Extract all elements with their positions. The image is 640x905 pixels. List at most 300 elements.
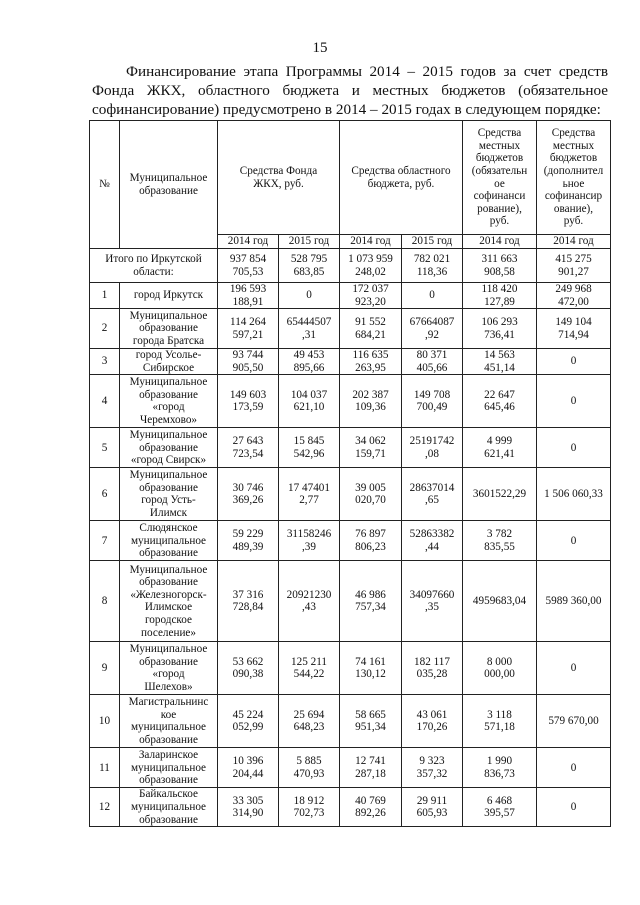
local-2014-value <box>463 788 537 827</box>
cell-line: Муниципальное <box>129 428 208 441</box>
cell-line: образование <box>139 733 198 746</box>
cell-line: 357,32 <box>416 767 448 780</box>
fund-2014-value <box>218 642 279 695</box>
cell-line: 127,89 <box>484 295 515 308</box>
cell-line: 3 782 <box>486 528 513 541</box>
cell-line: города Братска <box>132 334 205 347</box>
cell-line: Муниципальное <box>129 376 208 389</box>
cell-line: 74 161 <box>355 655 386 668</box>
year-regional-2015: 2015 год <box>402 235 463 249</box>
cell-line: 736,41 <box>484 328 515 341</box>
cell-line: 0 <box>570 441 577 454</box>
fund-2015-value <box>279 349 340 375</box>
cell-line: ,92 <box>425 328 439 341</box>
table-row <box>90 375 611 428</box>
cell-line: 170,26 <box>416 721 448 734</box>
cell-line: 25 694 <box>293 708 325 721</box>
cell-line: 0 <box>429 289 435 302</box>
cell-line: 91 552 <box>355 316 386 329</box>
cell-line: 287,18 <box>355 767 386 780</box>
intro-line-2: Фонда ЖКХ, областного бюджета и местных бюджетов (обязательное <box>92 82 608 99</box>
fund-2015-value <box>279 695 340 748</box>
cell-line: 1 073 959 <box>348 252 393 265</box>
cell-line: поселение» <box>140 626 196 639</box>
fund-2014-value <box>218 309 279 349</box>
cell-line: Средства <box>477 127 522 140</box>
local-2014-value <box>463 375 537 428</box>
extra-2014-value <box>537 788 611 827</box>
cell-line: 705,53 <box>232 265 264 278</box>
cell-line: 25191742 <box>409 435 455 448</box>
cell-line: 188,91 <box>232 295 264 308</box>
regional-2014-value <box>340 349 402 375</box>
cell-line: 34 062 <box>355 435 386 448</box>
header-regional <box>340 121 463 235</box>
cell-line: 405,66 <box>416 361 448 374</box>
local-2014-value <box>463 695 537 748</box>
cell-line: ЖКХ, руб. <box>253 177 304 190</box>
cell-line: 248,02 <box>355 265 386 278</box>
cell-line: 114 264 <box>230 316 266 329</box>
fund-2015-value <box>279 468 340 521</box>
cell-line: 116 635 <box>352 349 389 362</box>
cell-line: 34097660 <box>409 588 455 601</box>
local-2014-value <box>463 283 537 309</box>
cell-line: 605,93 <box>416 807 448 820</box>
cell-line: 1 990 <box>486 755 513 768</box>
local-2014-value <box>463 748 537 788</box>
cell-line: 28637014 <box>409 481 455 494</box>
cell-line: 10 396 <box>232 755 264 768</box>
municipality-name <box>120 349 218 375</box>
extra-2014-value <box>537 428 611 468</box>
cell-line: 528 795 <box>290 252 328 265</box>
cell-line: Муниципальное <box>129 563 208 576</box>
cell-line: ,65 <box>425 494 439 507</box>
cell-line: 31158246 <box>286 528 332 541</box>
cell-line: 314,90 <box>232 807 264 820</box>
intro-line-3: софинансирование) предусмотрено в 2014 – 2015 годах в следующем порядке: <box>92 101 601 118</box>
cell-line: ое <box>494 177 505 190</box>
fund-2014-value <box>218 468 279 521</box>
cell-line: 159,71 <box>355 447 386 460</box>
cell-line: образование <box>139 576 198 589</box>
cell-line: 27 643 <box>232 435 264 448</box>
municipality-name <box>120 695 218 748</box>
regional-2015-value <box>402 349 463 375</box>
cell-line: 621,10 <box>293 401 325 414</box>
fund-2015-value <box>279 283 340 309</box>
cell-line: 782 021 <box>413 252 451 265</box>
cell-line: 489,39 <box>232 540 264 553</box>
cell-line: 683,85 <box>293 265 325 278</box>
cell-line: 3601522,29 <box>472 488 527 501</box>
header-fund <box>218 121 340 235</box>
cell-line: 4959683,04 <box>472 595 527 608</box>
municipality-name <box>120 375 218 428</box>
cell-line: образование <box>139 774 198 787</box>
cell-line: Магистральнинс <box>128 696 209 709</box>
cell-line: 451,14 <box>484 361 515 374</box>
fund-2015-value <box>279 748 340 788</box>
row-number: 5 <box>90 428 120 468</box>
fund-2015-value <box>279 788 340 827</box>
cell-line: 5989 360,00 <box>545 595 602 608</box>
cell-line: 18 912 <box>293 794 325 807</box>
extra-2014-value <box>537 468 611 521</box>
regional-2015-value <box>402 428 463 468</box>
regional-2014-value <box>340 283 402 309</box>
page-number: 15 <box>312 40 328 56</box>
table-row <box>90 283 611 309</box>
cell-line: ,43 <box>302 601 316 614</box>
cell-line: местных <box>552 139 595 152</box>
cell-line: образование <box>139 481 198 494</box>
cell-line: 40 769 <box>355 794 386 807</box>
cell-line: 196 593 <box>229 283 267 295</box>
year-fund-2014: 2014 год <box>218 235 279 249</box>
row-number: 9 <box>90 642 120 695</box>
cell-line: Муниципальное <box>129 171 208 184</box>
cell-line: 249 968 <box>555 283 592 295</box>
total-regional-2014 <box>340 249 402 283</box>
fund-2014-value <box>218 349 279 375</box>
extra-2014-value <box>537 309 611 349</box>
extra-2014-value <box>537 349 611 375</box>
cell-line: (дополнител <box>543 164 604 177</box>
municipality-name <box>120 748 218 788</box>
cell-line: ,39 <box>302 540 316 553</box>
table-row <box>90 695 611 748</box>
cell-line: 757,34 <box>355 601 386 614</box>
cell-line: 59 229 <box>232 528 264 541</box>
cell-line: 892,26 <box>355 807 386 820</box>
cell-line: ,08 <box>425 447 439 460</box>
regional-2014-value <box>340 561 402 642</box>
regional-2014-value <box>340 642 402 695</box>
regional-2014-value <box>340 468 402 521</box>
cell-line: Муниципальное <box>129 309 208 322</box>
cell-line: 0 <box>570 534 577 547</box>
total-row <box>90 249 611 283</box>
year-local-2014: 2014 год <box>463 235 537 249</box>
extra-2014-value <box>537 521 611 561</box>
row-number: 1 <box>90 283 120 309</box>
cell-line: 835,55 <box>484 540 515 553</box>
cell-line: 702,73 <box>293 807 325 820</box>
cell-line: 0 <box>570 395 577 408</box>
cell-line: 2,77 <box>299 494 319 507</box>
cell-line: образование <box>139 322 198 335</box>
cell-line: образование <box>139 547 198 560</box>
row-number: 12 <box>90 788 120 827</box>
cell-line: ьное <box>562 177 585 190</box>
cell-line: 149 104 <box>555 316 592 329</box>
cell-line: 130,12 <box>355 668 386 681</box>
header-local-mandatory <box>463 121 537 235</box>
cell-line: 901,27 <box>558 265 589 278</box>
regional-2015-value <box>402 642 463 695</box>
extra-2014-value <box>537 748 611 788</box>
cell-line: кое <box>160 708 177 721</box>
regional-2015-value <box>402 561 463 642</box>
cell-line: 46 986 <box>355 588 386 601</box>
cell-line: 118 420 <box>481 283 518 295</box>
regional-2014-value <box>340 521 402 561</box>
table-row <box>90 642 611 695</box>
cell-line: софинансир <box>544 190 603 203</box>
year-regional-2014: 2014 год <box>340 235 402 249</box>
cell-line: 29 911 <box>416 794 448 807</box>
financing-table <box>89 120 611 827</box>
cell-line: 905,50 <box>232 361 264 374</box>
municipality-name <box>120 283 218 309</box>
regional-2015-value <box>402 309 463 349</box>
cell-line: 263,95 <box>355 361 386 374</box>
cell-line: 0 <box>570 355 577 368</box>
table-row <box>90 521 611 561</box>
cell-line: 908,58 <box>484 265 515 278</box>
cell-line: 395,57 <box>484 807 515 820</box>
cell-line: 895,66 <box>293 361 325 374</box>
cell-line: 76 897 <box>355 528 386 541</box>
fund-2014-value <box>218 788 279 827</box>
cell-line: 80 371 <box>416 349 448 362</box>
cell-line: 0 <box>570 662 577 675</box>
table-row <box>90 309 611 349</box>
cell-line: 39 005 <box>355 481 386 494</box>
cell-line: «город Свирск» <box>130 454 207 467</box>
cell-line: 118,36 <box>416 265 448 278</box>
table-row <box>90 748 611 788</box>
fund-2014-value <box>218 561 279 642</box>
cell-line: 173,59 <box>232 401 264 414</box>
cell-line: софинанси <box>473 190 526 203</box>
row-number: 2 <box>90 309 120 349</box>
cell-line: Черемхово» <box>139 413 198 426</box>
regional-2015-value <box>402 375 463 428</box>
cell-line: 648,23 <box>293 721 325 734</box>
cell-line: 3 118 <box>487 708 512 721</box>
cell-line: 15 845 <box>293 435 325 448</box>
cell-line: город Иркутск <box>133 289 204 302</box>
cell-line: 090,38 <box>232 668 264 681</box>
cell-line: Муниципальное <box>129 643 208 656</box>
cell-line: 544,22 <box>293 668 325 681</box>
cell-line: 470,93 <box>293 767 325 780</box>
cell-line: ование), <box>553 202 594 215</box>
cell-line: 53 662 <box>232 655 264 668</box>
cell-line: 472,00 <box>558 295 589 308</box>
cell-line: 579 670,00 <box>548 715 599 728</box>
extra-2014-value <box>537 283 611 309</box>
local-2014-value <box>463 468 537 521</box>
cell-line: 9 323 <box>419 755 445 768</box>
cell-line: 172 037 <box>352 283 389 295</box>
header-municipality <box>120 121 218 249</box>
table-row <box>90 428 611 468</box>
extra-2014-value <box>537 375 611 428</box>
cell-line: Илимск <box>149 506 188 519</box>
cell-line: 149 708 <box>413 388 451 401</box>
row-number: 4 <box>90 375 120 428</box>
cell-line: 43 061 <box>416 708 448 721</box>
cell-line: 22 647 <box>484 388 515 401</box>
cell-line: 202 387 <box>352 388 389 401</box>
cell-line: образование <box>139 388 198 401</box>
cell-line: городское <box>145 613 192 626</box>
cell-line: образование <box>139 813 198 826</box>
municipality-name <box>120 309 218 349</box>
cell-line: 0 <box>570 761 577 774</box>
row-number: 11 <box>90 748 120 788</box>
cell-line: 12 741 <box>355 755 386 768</box>
total-regional-2015 <box>402 249 463 283</box>
cell-line: 30 746 <box>232 481 264 494</box>
cell-line: 000,00 <box>484 668 515 681</box>
extra-2014-value <box>537 695 611 748</box>
table-row <box>90 349 611 375</box>
cell-line: области: <box>133 265 174 278</box>
local-2014-value <box>463 309 537 349</box>
cell-line: 106 293 <box>481 316 518 329</box>
fund-2015-value <box>279 642 340 695</box>
cell-line: бюджета, руб. <box>367 177 435 190</box>
municipality-name <box>120 788 218 827</box>
local-2014-value <box>463 561 537 642</box>
cell-line: 415 275 <box>555 252 592 265</box>
total-fund-2015 <box>279 249 340 283</box>
regional-2015-value <box>402 521 463 561</box>
cell-line: 923,20 <box>355 295 386 308</box>
row-number: 3 <box>90 349 120 375</box>
cell-line: Байкальское <box>139 788 198 801</box>
regional-2015-value <box>402 695 463 748</box>
year-fund-2015: 2015 год <box>279 235 340 249</box>
municipality-name <box>120 428 218 468</box>
local-2014-value <box>463 521 537 561</box>
local-2014-value <box>463 642 537 695</box>
cell-line: 204,44 <box>232 767 264 780</box>
cell-line: Средства областного <box>351 164 451 177</box>
municipality-name <box>120 642 218 695</box>
cell-line: муниципальное <box>130 721 207 734</box>
cell-line: Илимское <box>144 601 193 614</box>
cell-line: «город <box>152 668 185 681</box>
local-2014-value <box>463 349 537 375</box>
cell-line: 20921230 <box>286 588 332 601</box>
cell-line: 125 211 <box>291 655 327 668</box>
table-row <box>90 561 611 642</box>
cell-line: «город <box>152 401 185 414</box>
cell-line: ,31 <box>302 328 316 341</box>
cell-line: 149 603 <box>229 388 267 401</box>
municipality-name <box>120 468 218 521</box>
table-row <box>90 788 611 827</box>
local-2014-value <box>463 428 537 468</box>
cell-line: 723,54 <box>232 447 264 460</box>
cell-line: муниципальное <box>130 534 207 547</box>
cell-line: 109,36 <box>355 401 386 414</box>
cell-line: образование <box>139 184 198 197</box>
total-label <box>90 249 218 283</box>
cell-line: муниципальное <box>130 801 207 814</box>
fund-2015-value <box>279 561 340 642</box>
regional-2015-value <box>402 748 463 788</box>
cell-line: Итого по Иркутской <box>105 252 202 265</box>
cell-line: 052,99 <box>232 721 264 734</box>
cell-line: 52863382 <box>409 528 455 541</box>
fund-2014-value <box>218 283 279 309</box>
fund-2015-value <box>279 309 340 349</box>
year-extra-2014: 2014 год <box>537 235 611 249</box>
cell-line: муниципальное <box>130 761 207 774</box>
cell-line: 4 999 <box>486 435 513 448</box>
cell-line: 49 453 <box>293 349 325 362</box>
cell-line: Муниципальное <box>129 469 208 482</box>
extra-2014-value <box>537 561 611 642</box>
cell-line: Заларинское <box>138 748 199 761</box>
cell-line: руб. <box>489 215 510 228</box>
header-local-extra <box>537 121 611 235</box>
cell-line: город Усть- <box>141 494 196 507</box>
cell-line: 714,94 <box>558 328 589 341</box>
header-row <box>90 121 611 235</box>
cell-line: 035,28 <box>416 668 448 681</box>
cell-line: рование), <box>477 202 522 215</box>
fund-2014-value <box>218 521 279 561</box>
municipality-name <box>120 561 218 642</box>
cell-line: 65444507 <box>286 316 332 329</box>
cell-line: 621,41 <box>484 447 515 460</box>
cell-line: образование <box>139 441 198 454</box>
cell-line: 542,96 <box>293 447 325 460</box>
cell-line: 728,84 <box>232 601 264 614</box>
cell-line: 6 468 <box>486 794 513 807</box>
regional-2014-value <box>340 748 402 788</box>
cell-line: 645,46 <box>484 401 515 414</box>
cell-line: 020,70 <box>355 494 386 507</box>
cell-line: 33 305 <box>232 794 264 807</box>
row-number: 7 <box>90 521 120 561</box>
extra-2014-value <box>537 642 611 695</box>
cell-line: Слюдянское <box>139 521 198 534</box>
cell-line: местных <box>478 139 521 152</box>
row-number: 6 <box>90 468 120 521</box>
cell-line: (обязательн <box>471 164 528 177</box>
cell-line: руб. <box>563 215 584 228</box>
cell-line: 37 316 <box>232 588 264 601</box>
cell-line: 5 885 <box>296 755 322 768</box>
cell-line: Шелехов» <box>144 680 193 693</box>
cell-line: 700,49 <box>416 401 448 414</box>
fund-2015-value <box>279 428 340 468</box>
fund-2015-value <box>279 375 340 428</box>
cell-line: 951,34 <box>355 721 386 734</box>
cell-line: 182 117 <box>414 655 450 668</box>
cell-line: 93 744 <box>232 349 264 362</box>
table-row <box>90 468 611 521</box>
cell-line: 8 000 <box>486 655 513 668</box>
cell-line: Средства <box>551 127 596 140</box>
fund-2014-value <box>218 428 279 468</box>
total-extra-2014 <box>537 249 611 283</box>
municipality-name <box>120 521 218 561</box>
row-number: 10 <box>90 695 120 748</box>
cell-line: 806,23 <box>355 540 386 553</box>
regional-2015-value <box>402 468 463 521</box>
cell-line: ,44 <box>425 540 439 553</box>
